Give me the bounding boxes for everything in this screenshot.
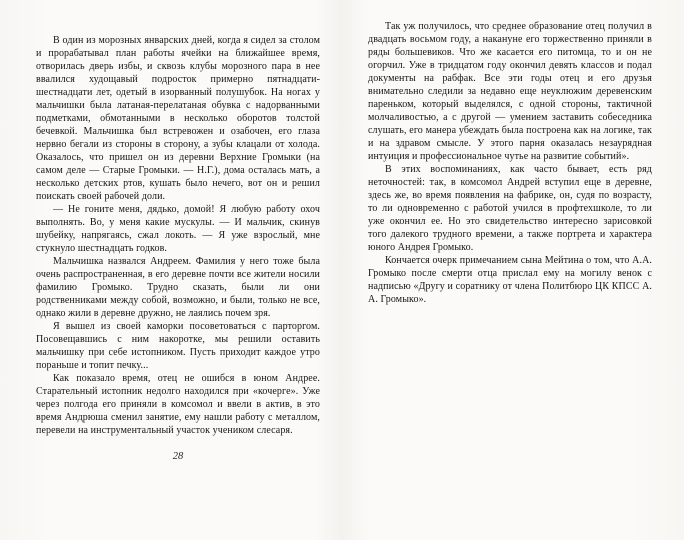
- paragraph: Кончается очерк примечанием сына Мейтина о том, что А.А. Громыко после смерти отца прислал ему на могилу венок с надписью «Другу и соратнику от члена Политбюро ЦК КПСС А. А. Громыко».: [368, 255, 652, 305]
- paragraph: — Не гоните меня, дядько, домой! Я любую работу охоч выполнять. Во, у меня какие мускулы. — И мальчик, скинув шубейку, напрягаясь, сжал локоть. — Я уже взрослый, мне стукнуло шестнадцать годков.: [36, 204, 320, 254]
- paragraph: Я вышел из своей каморки посоветоваться с парторгом. Посовещавшись с ним накоротке, мы решили оставить мальчишку при себе истопником. Пусть приходит каждое утро пораньше и топит печку...: [36, 321, 320, 371]
- right-page: [368, 20, 652, 540]
- paragraph: Как показало время, отец не ошибся в юном Андрее. Старательный истопник недолго находился при «кочерге». Уже через полгода его приняли в комсомол и ввели в актив, в это время Андрюша сменил занятие, ему нашли работу с металлом, перевели на инструментальный участок учеником слесаря.: [36, 373, 320, 436]
- paragraph: В один из морозных январских дней, когда я сидел за столом и прорабатывал план работы ячейки на ближайшее время, отворилась дверь избы, и сквозь клубы морозного пара в нее ввалился худощавый подросток примерно пятнадцати-шестнадцати лет, одетый в изорванный полушубок. На ногах у мальчишки была латаная-перелатаная обувка с надорванными подметками, обмотанными в несколько оборотов толстой бечевкой. Мальчишка был встревожен и озабочен, его глаза нервно бегали из стороны в сторону, а зубы клацали от холода. Оказалось, что пришел он из деревни Верхние Громыки (на самом деле — Старые Громыки. — Н.Г.), дома осталась мать, а несколько детских ртов, кушать было нечего, вот он и решил поискать своей рабочей доли.: [36, 35, 320, 202]
- paragraph: Мальчишка назвался Андреем. Фамилия у него тоже была очень распространенная, в его деревне почти все жители носили фамилию Громыко. Трудно сказать, были ли они родственниками между собой, возможно, и были, только не все, однако жили в деревне дружно, не лаялись почем зря.: [36, 256, 320, 319]
- left-page-text: [36, 20, 320, 437]
- paragraph: В этих воспоминаниях, как часто бывает, есть ряд неточностей: так, в комсомол Андрей вступил еще в деревне, здесь же, во время появления на фабрике, он, судя по возрасту, то ли одновременно с работой учился в профтехшколе, то ли уже окончил ее. Но это свидетельство интересно зарисовкой того далекого трудного времени, а также портрета и характера юного Андрея Громыко.: [368, 164, 652, 253]
- right-page-text: [368, 20, 652, 306]
- paragraph: Так уж получилось, что среднее образование отец получил в двадцать восьмом году, а накануне его торжественно приняли в ряды большевиков. Что же касается его питомца, то и он не огорчил. Уже в тридцатом году окончил девять классов и подал документы на рабфак. Все эти годы отец и его друзья внимательно следили за недавно еще неуклюжим деревенским пареньком, который выделялся, с одной стороны, тактичной молчаливостью, а с другой — умением заставить собеседника слушать, его манера убеждать была построена как на логике, так и на здравом смысле. У этого парня оказалась незаурядная интуиция и профессиональное чутье на развитие событий».: [368, 21, 652, 162]
- left-page: [36, 20, 320, 540]
- page-number: 28: [172, 451, 184, 462]
